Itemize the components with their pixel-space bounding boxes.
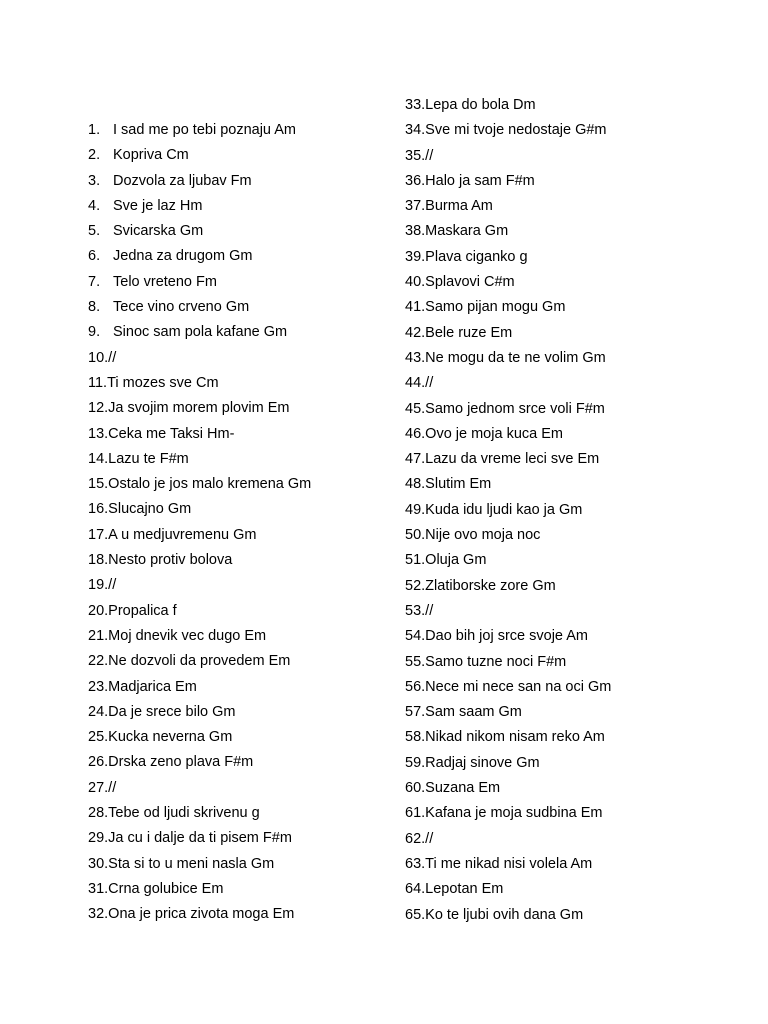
item-title: Sta si to u meni nasla Gm [108,855,275,872]
item-title: Kafana je moja sudbina Em [425,805,603,822]
item-title: Splavovi C#m [425,274,515,291]
item-title: Ceka me Taksi Hm- [108,425,235,442]
list-item [88,877,388,902]
item-number: 11. [88,374,108,391]
item-number: 51. [405,552,426,569]
item-number: 10. [88,349,109,366]
item-title: Ne mogu da te ne volim Gm [425,349,606,366]
list-item [405,624,745,649]
item-number: 24. [88,703,109,720]
list-item [88,219,388,244]
item-title: Slutim Em [425,476,492,493]
item-title: Propalica f [108,602,177,619]
item-title: Sinoc sam pola kafane Gm [113,324,288,341]
item-title: Zlatiborske zore Gm [425,577,556,594]
item-number: 62. [405,830,426,847]
item-title: Ovo je moja kuca Em [425,425,563,442]
item-title: Jedna za drugom Gm [113,248,253,265]
item-title: Burma Am [425,198,493,215]
list-item [405,498,745,523]
item-number: 22. [88,653,109,670]
list-item [88,700,388,725]
list-item [88,371,388,396]
item-number: 3. [88,172,101,189]
list-item [88,776,388,801]
item-number: 23. [88,678,109,695]
item-number: 59. [405,754,426,771]
item-number: 48. [405,476,426,493]
list-item [88,320,388,345]
song-list-right [405,93,745,928]
item-title: Samo pijan mogu Gm [425,299,566,316]
item-number: 1. [88,122,101,138]
list-item [88,725,388,750]
list-item [405,194,745,219]
item-number: 39. [405,248,426,265]
item-title: Nesto protiv bolova [108,552,233,569]
item-number: 32. [88,906,109,923]
list-item [88,396,388,421]
item-title: Slucajno Gm [108,501,192,518]
item-number: 55. [405,653,426,670]
item-number: 38. [405,223,426,240]
list-item [88,169,388,194]
item-title: Kopriva Cm [113,147,189,164]
list-item [405,650,745,675]
list-item [88,244,388,269]
item-number: 53. [405,602,426,619]
item-number: 14. [88,450,109,467]
item-title: Ko te ljubi ovih dana Gm [425,906,584,923]
item-number: 27. [88,779,109,796]
list-item [405,245,745,270]
song-list-left [88,118,388,928]
item-number: 43. [405,349,426,366]
item-number: 30. [88,855,109,872]
list-item [88,750,388,775]
item-number: 5. [88,223,101,240]
item-title: Ne dozvoli da provedem Em [108,653,291,670]
list-item [405,751,745,776]
list-item [405,397,745,422]
item-title: // [425,830,434,847]
item-number: 16. [88,501,109,518]
item-number: 8. [88,299,101,316]
item-number: 52. [405,577,426,594]
list-item [405,346,745,371]
item-number: 50. [405,527,426,544]
item-number: 35. [405,147,426,164]
list-item [405,219,745,244]
list-item [88,447,388,472]
item-number: 42. [405,324,426,341]
item-title: Lazu da vreme leci sve Em [425,451,600,468]
list-item [405,827,745,852]
list-item [405,599,745,624]
item-title: Dao bih joj srce svoje Am [425,628,588,645]
item-title: // [425,602,434,619]
list-item [88,675,388,700]
item-number: 36. [405,172,426,189]
item-title: Crna golubice Em [108,880,224,897]
item-number: 57. [405,704,426,721]
item-title: Suzana Em [425,780,501,797]
item-number: 31. [88,880,109,897]
list-item [88,194,388,219]
list-item [88,523,388,548]
item-title: // [108,779,117,796]
list-item [405,523,745,548]
item-title: Halo ja sam F#m [425,172,535,189]
item-title: Maskara Gm [425,223,509,240]
item-title: Tebe od ljudi skrivenu g [108,805,260,822]
item-title: Kucka neverna Gm [108,729,233,746]
list-item [88,472,388,497]
item-title: Ti me nikad nisi volela Am [425,855,593,872]
item-title: Ja svojim morem plovim Em [108,400,290,417]
item-title: A u medjuvremenu Gm [108,526,257,543]
item-title: Nije ovo moja noc [425,527,541,544]
item-number: 9. [88,324,101,341]
item-title: Ona je prica zivota moga Em [108,906,295,923]
item-number: 37. [405,198,426,215]
item-number: 12. [88,400,109,417]
list-item [405,675,745,700]
list-item [88,624,388,649]
list-item [405,801,745,826]
item-number: 4. [88,197,101,214]
item-number: 63. [405,855,426,872]
item-number: 34. [405,122,426,139]
item-title: I sad me po tebi poznaju Am [113,122,296,138]
item-title: Bele ruze Em [425,324,513,341]
item-number: 6. [88,248,101,265]
item-title: Radjaj sinove Gm [425,754,540,771]
list-item [88,573,388,598]
item-title: // [108,577,117,594]
item-title: Da je srece bilo Gm [108,703,236,720]
item-title: Moj dnevik vec dugo Em [108,627,267,644]
list-item [88,548,388,573]
list-item [405,169,745,194]
list-item [405,472,745,497]
list-item [88,852,388,877]
item-number: 18. [88,552,109,569]
item-title: Sam saam Gm [425,704,522,721]
item-number: 20. [88,602,109,619]
item-number: 25. [88,729,109,746]
list-item [405,776,745,801]
item-title: Lepotan Em [425,881,504,898]
list-item [88,422,388,447]
item-number: 64. [405,881,426,898]
item-number: 7. [88,273,101,290]
item-number: 45. [405,400,426,417]
list-item [88,649,388,674]
list-item [405,574,745,599]
list-item [405,548,745,573]
item-title: Kuda idu ljudi kao ja Gm [425,501,583,518]
item-number: 61. [405,805,426,822]
item-number: 21. [88,627,109,644]
item-title: Nece mi nece san na oci Gm [425,678,612,695]
item-number: 47. [405,451,426,468]
item-number: 44. [405,375,426,392]
item-number: 54. [405,628,426,645]
item-title: Sve mi tvoje nedostaje G#m [425,122,607,139]
item-number: 13. [88,425,109,442]
list-item [405,877,745,902]
item-number: 28. [88,805,109,822]
list-item [405,321,745,346]
item-title: Madjarica Em [108,678,197,695]
list-item [405,725,745,750]
item-number: 60. [405,780,426,797]
list-item [88,826,388,851]
item-title: Oluja Gm [425,552,487,569]
list-item [88,346,388,371]
list-item [405,270,745,295]
list-item [405,371,745,396]
item-title: Samo jednom srce voli F#m [425,400,605,417]
item-number: 29. [88,830,109,847]
item-number: 65. [405,906,426,923]
list-item [88,599,388,624]
list-item [405,700,745,725]
list-item [88,143,388,168]
item-title: Ti mozes sve Cm [107,374,219,391]
list-item [405,144,745,169]
item-title: // [425,375,434,392]
list-item [405,295,745,320]
list-item [88,801,388,826]
list-item [88,497,388,522]
item-title: Telo vreteno Fm [113,273,217,290]
item-number: 46. [405,425,426,442]
item-title: Dozvola za ljubav Fm [113,172,252,189]
item-title: Ja cu i dalje da ti pisem F#m [108,830,292,847]
item-number: 15. [88,476,109,493]
list-item [405,852,745,877]
list-item [88,270,388,295]
list-item [88,902,388,927]
item-title: Plava ciganko g [425,248,528,265]
list-item [88,118,388,143]
item-title: Lazu te F#m [108,450,189,467]
list-item [405,903,745,928]
item-number: 58. [405,729,426,746]
item-number: 2. [88,147,101,164]
item-title: Drska zeno plava F#m [108,754,254,771]
list-item [405,447,745,472]
item-number: 56. [405,678,426,695]
item-title: Tece vino crveno Gm [113,299,250,316]
item-number: 41. [405,299,426,316]
list-item [88,295,388,320]
item-number: 26. [88,754,109,771]
item-title: // [108,349,117,366]
item-title: // [425,147,434,164]
item-number: 17. [88,526,109,543]
item-number: 19. [88,577,109,594]
item-number: 40. [405,274,426,291]
item-title: Nikad nikom nisam reko Am [425,729,605,746]
list-item [405,93,745,118]
item-title: Lepa do bola Dm [425,97,536,113]
list-item [405,118,745,143]
item-number: 33. [405,97,426,113]
item-title: Samo tuzne noci F#m [425,653,567,670]
item-number: 49. [405,501,426,518]
item-title: Sve je laz Hm [113,197,203,214]
item-title: Svicarska Gm [113,223,204,240]
list-item [405,422,745,447]
item-title: Ostalo je jos malo kremena Gm [108,476,312,493]
